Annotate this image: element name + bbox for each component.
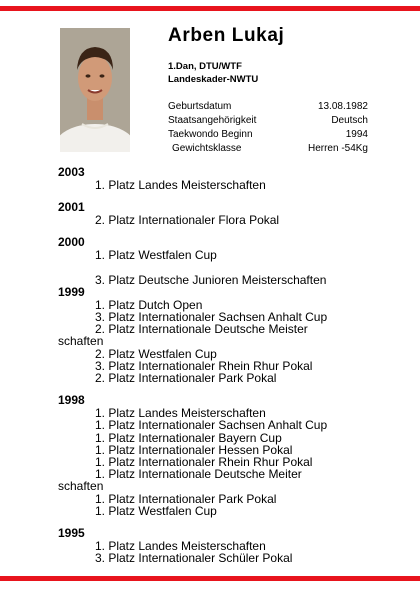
year-block-1998 [58, 394, 398, 517]
result-entry-wrap: schaften [58, 479, 104, 494]
result-entry: 1. Platz Internationaler Park Pokal [95, 491, 277, 506]
info-row-birthdate [168, 100, 368, 114]
bottom-red-bar [0, 576, 420, 581]
info-row-start [168, 128, 368, 142]
result-entry: 3. Platz Internationaler Rhein Rhur Pokal [95, 358, 313, 373]
info-value: 1994 [345, 129, 368, 140]
result-entry-wrap: schaften [58, 334, 104, 349]
result-entry: 2. Platz Westfalen Cup [95, 346, 217, 361]
info-value: Deutsch [331, 115, 368, 126]
info-value: Herren -54Kg [307, 143, 368, 154]
results-list [58, 166, 398, 564]
result-entry: 1. Platz Internationaler Rhein Rhur Pokal [95, 455, 313, 470]
personal-info [168, 100, 368, 156]
portrait-image [60, 28, 130, 152]
year-heading: 1999 [58, 284, 85, 299]
result-entry: 1. Platz Westfalen Cup [95, 248, 217, 263]
result-spacer [95, 262, 398, 274]
result-entry: 2. Platz Internationaler Flora Pokal [95, 213, 280, 228]
year-heading: 2003 [58, 165, 85, 179]
info-label: Staatsangehörigkeit [168, 115, 257, 126]
year-block-2000 [58, 236, 398, 285]
result-entry: 1. Platz Dutch Open [95, 297, 203, 312]
year-heading: 2000 [58, 235, 85, 250]
info-label: Geburtsdatum [168, 101, 232, 112]
result-entry: 3. Platz Internationaler Sachsen Anhalt Cup [95, 310, 328, 325]
year-block-1999 [58, 286, 398, 384]
result-entry: 1. Platz Westfalen Cup [95, 503, 217, 518]
top-red-bar [0, 6, 420, 11]
year-heading: 2001 [58, 200, 85, 215]
info-label: Taekwondo Beginn [168, 129, 253, 140]
year-block-2003 [58, 166, 398, 191]
rank-block [168, 60, 258, 86]
result-entry: 1. Platz Internationale Deutsche Meiter [95, 467, 302, 482]
info-row-nationality [168, 114, 368, 128]
result-entry: 1. Platz Internationaler Sachsen Anhalt Cup [95, 418, 328, 433]
info-row-weightclass [168, 142, 368, 156]
result-entry: 1. Platz Internationaler Bayern Cup [95, 430, 282, 445]
result-entry: 1. Platz Landes Meisterschaften [95, 178, 266, 192]
info-label: Gewichtsklasse [172, 143, 242, 154]
rank-dan: 1.Dan, DTU/WTF [168, 61, 242, 72]
result-entry: 3. Platz Internationaler Schüler Pokal [95, 551, 293, 566]
year-heading: 1998 [58, 393, 85, 408]
result-entry: 2. Platz Internationaler Park Pokal [95, 371, 277, 386]
year-block-1995 [58, 527, 398, 564]
rank-squad: Landeskader-NWTU [168, 74, 259, 85]
athlete-name: Arben Lukaj [168, 25, 285, 46]
result-entry: 2. Platz Internationale Deutsche Meister [95, 322, 308, 337]
result-entry: 1. Platz Landes Meisterschaften [95, 539, 266, 554]
info-value: 13.08.1982 [317, 101, 368, 112]
year-block-2001 [58, 201, 398, 226]
year-heading: 1995 [58, 526, 85, 541]
result-entry: 3. Platz Deutsche Junioren Meisterschaften [95, 272, 327, 287]
athlete-photo [60, 28, 130, 152]
result-entry: 1. Platz Landes Meisterschaften [95, 406, 266, 421]
result-entry: 1. Platz Internationaler Hessen Pokal [95, 442, 293, 457]
